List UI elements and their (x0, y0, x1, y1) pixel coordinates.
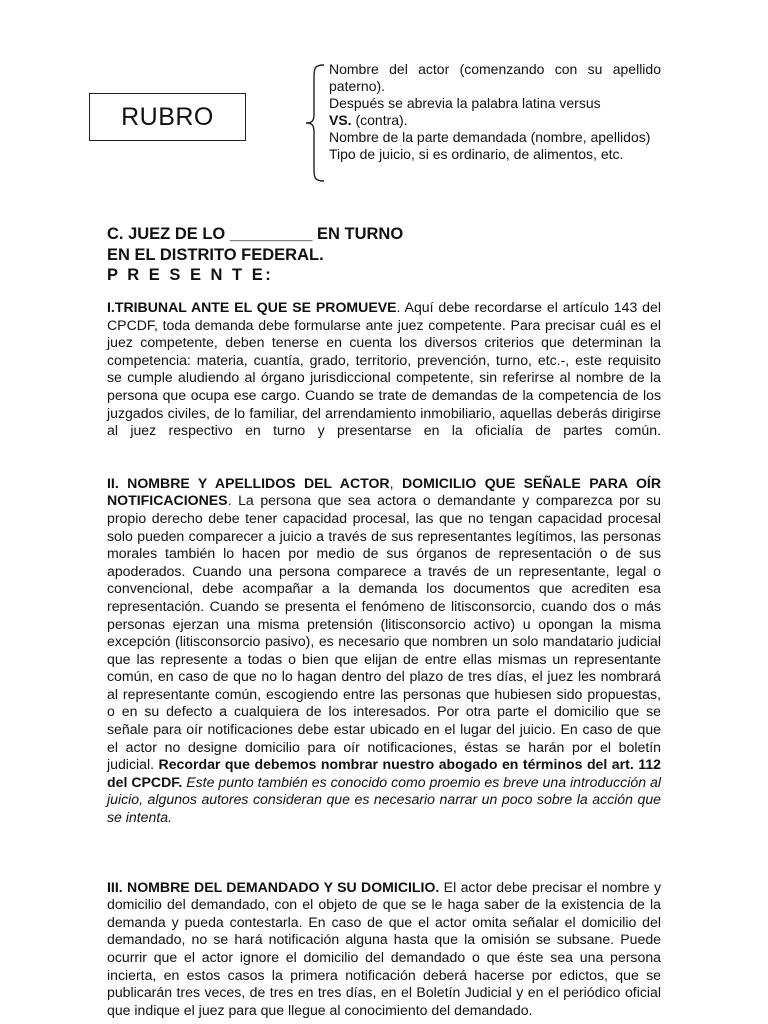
section-actor-sep: , (389, 474, 402, 491)
section-demandado (107, 879, 661, 1020)
note-actor: Nombre del actor (comenzando con su apellido paterno). (329, 61, 661, 94)
section-actor-title-b: DOMICILIO QUE SEÑALE PARA OÍR NOTIFICACIONES (107, 474, 662, 509)
section-tribunal (107, 299, 661, 440)
document-heading (107, 224, 403, 286)
rubro-box (89, 93, 246, 141)
heading-judge: C. JUEZ DE LO _________ EN TURNO (107, 225, 404, 243)
rubro-notes (329, 61, 661, 163)
note-versus-abbr: VS. (329, 112, 352, 128)
note-versus (329, 95, 661, 129)
heading-presente: P R E S E N T E: (107, 266, 274, 284)
section-demandado-title: III. NOMBRE DEL DEMANDADO Y SU DOMICILIO. (107, 878, 440, 895)
section-actor-italic-note: Este punto también es conocido como proemio es breve una introducción al juicio, algunos autores consideran que es necesario narrar un poco sobre la acción que se intenta. (107, 773, 661, 826)
note-tipo: Tipo de juicio, si es ordinario, de alimentos, etc. (329, 146, 624, 162)
section-tribunal-body: . Aquí debe recordarse el artículo 143 del CPCDF, toda demanda debe formularse ante juez competente. Para precisar cuál es el juez competente, deben tenerse en cuenta los diversos criterios que determinan la competencia: materia, cuantía, grado, territorio, prevención, turno, etc.-, este requisito se cumple aludiendo al órgano jurisdiccional competente, sin referirse al nombre de la persona que ocupa ese cargo. Cuando se trate de demandas de la competencia de los juzgados civiles, de lo familiar, del arrendamiento inmobiliario, aquellas deberás dirigirse al juez respectivo en turno y presentarse en la oficialía de partes común. (107, 299, 661, 439)
section-actor (107, 475, 661, 827)
rubro-label: RUBRO (121, 102, 214, 131)
heading-district: EN EL DISTRITO FEDERAL. (107, 245, 324, 264)
section-actor-title-a: II. NOMBRE Y APELLIDOS DEL ACTOR (107, 474, 390, 491)
section-actor-body: . La persona que sea actora o demandante y comparezca por su propio derecho debe tener capacidad procesal, las que no tengan capacidad procesal solo pueden comparecer a juicio a través de sus representantes legítimos, las personas morales también lo hacen por medio de sus órganos de representación o de sus apoderados. Cuando una persona comparece a través de un representante, legal o convencional, debe acompañar a la demanda los documentos que acrediten esa representación. Cuando se presenta el fenómeno de litisconsorcio, cuando dos o más personas ejerzan una misma pretensión (litisconsorcio activo) u opongan la misma excepción (litisconsorcio pasivo), es necesario que nombren un solo mandatario judicial que las represente a todas o bien que elijan de entre ellas mismas un representante común, en caso de que no lo hagan dentro del plazo de tres días, el juez les nombrará al representante común, escogiendo entre las personas que hubiesen sido propuestas, o en su defecto a cualquiera de los interesados. Por otra parte el domicilio que se señale para oír notificaciones debe estar ubicado en el lugar del juicio. En caso de que el actor no designe domicilio para oír notificaciones, éstas se harán por el boletín judicial. (107, 492, 661, 773)
note-versus-intro: Después se abrevia la palabra latina versus (329, 95, 601, 111)
curly-brace-icon (304, 64, 326, 182)
section-tribunal-title: I.TRIBUNAL ANTE EL QUE SE PROMUEVE (107, 299, 397, 315)
section-actor-bold-note: Recordar que debemos nombrar nuestro abogado en términos del art. 112 del CPCDF. (107, 756, 661, 790)
document-body (107, 299, 661, 1019)
note-versus-rest: (contra). (351, 112, 408, 128)
section-demandado-body: El actor debe precisar el nombre y domicilio del demandado, con el objeto de que se le haga saber de la existencia de la demanda y pueda contestarla. En caso de que el actor omita señalar el domicilio del demandado, no se hará notificación alguna hasta que la omisión se subsane. Puede ocurrir que el actor ignore el domicilio del demandado o que éste sea una persona incierta, en estos casos la primera notificación deberá hacerse por edictos, que se publicarán tres veces, de tres en tres días, en el Boletín Judicial y en el periódico oficial que indique el juez para que llegue al conocimiento del demandado. (107, 878, 661, 1018)
note-demandada: Nombre de la parte demandada (nombre, apellidos) (329, 129, 651, 145)
